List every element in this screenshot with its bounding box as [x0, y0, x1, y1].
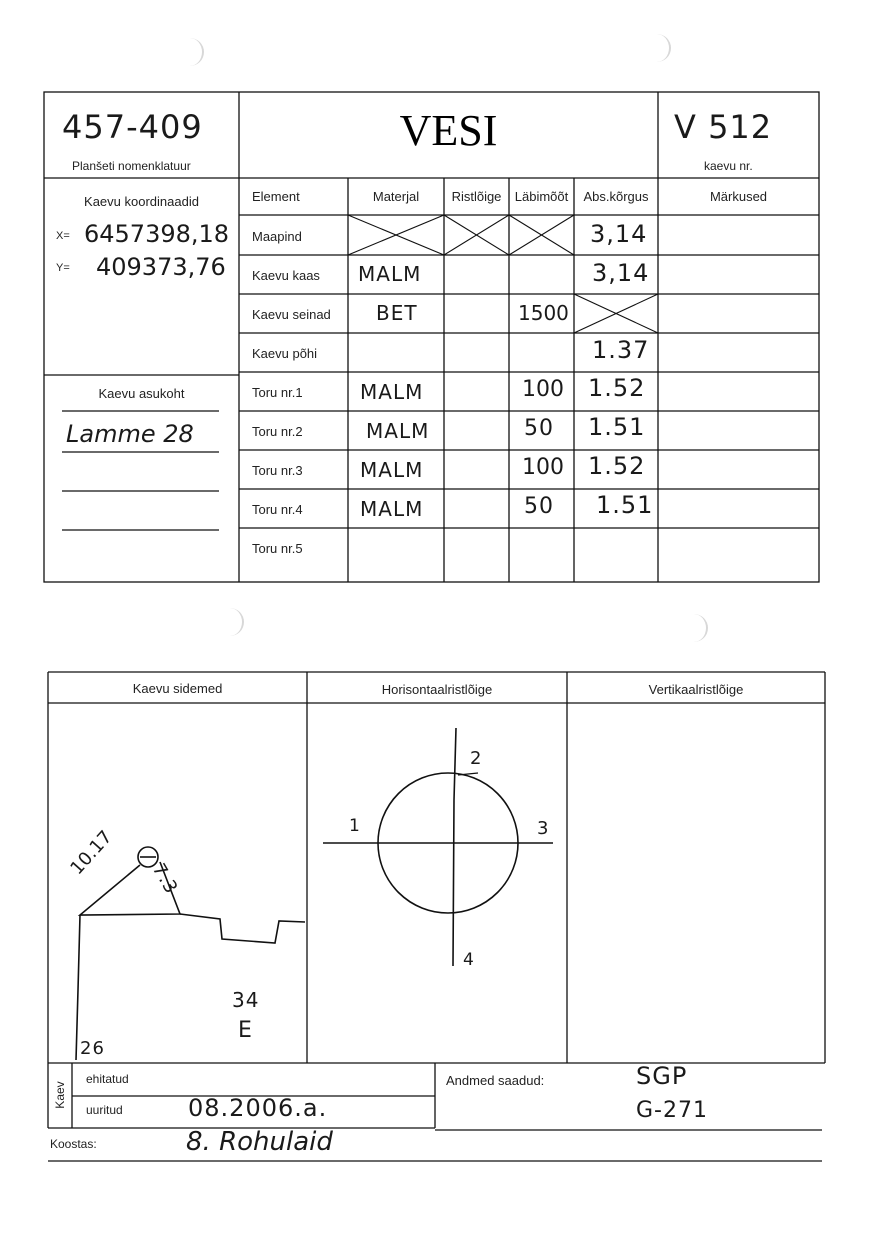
data-from-value-1: SGP: [636, 1062, 688, 1090]
y-label: Y=: [56, 262, 70, 274]
row-element: Toru nr.5: [252, 541, 303, 556]
row-element: Toru nr.4: [252, 502, 303, 517]
compiled-value: 8. Rohulaid: [186, 1127, 333, 1157]
row-material: MALM: [360, 380, 424, 404]
row-material: MALM: [360, 497, 424, 521]
pipe-1-label: 1: [349, 816, 361, 836]
row-material: MALM: [358, 262, 422, 286]
site-sketch: [76, 847, 305, 1060]
distance-left: 10.17: [66, 826, 117, 879]
surveyed-label: uuritud: [86, 1103, 123, 1117]
built-label: ehitatud: [86, 1072, 129, 1086]
well-number-label: kaevu nr.: [704, 159, 753, 173]
row-element: Toru nr.1: [252, 385, 303, 400]
location-label: Kaevu asukoht: [98, 386, 185, 401]
data-from-value-2: G-271: [636, 1098, 708, 1123]
row-abs-height: 1.51: [596, 491, 654, 519]
row-element: Maapind: [252, 229, 302, 244]
header-material: Materjal: [372, 189, 420, 204]
page-title: VESI: [399, 106, 498, 155]
pipe-4-label: 4: [463, 950, 475, 970]
row-diameter: 100: [522, 455, 564, 480]
pipe-3-label: 3: [537, 818, 550, 839]
header-remarks: Märkused: [709, 189, 768, 204]
data-from-label: Andmed saadud:: [446, 1073, 545, 1088]
x-label: X=: [56, 230, 70, 242]
house-number: 34: [232, 988, 260, 1012]
row-abs-height: 1.51: [588, 413, 646, 441]
row-diameter: 100: [522, 377, 564, 402]
row-element: Kaevu kaas: [252, 268, 320, 283]
pipe-axis-vertical: [453, 728, 456, 966]
distance-right: 7.3: [147, 860, 182, 898]
row-element: Toru nr.3: [252, 463, 303, 478]
horizontal-section-drawing: [323, 728, 553, 966]
connections-header: Kaevu sidemed: [132, 681, 223, 696]
row-diameter: 50: [524, 416, 554, 441]
vertical-header: Vertikaalristlõige: [648, 682, 744, 697]
horizontal-header: Horisontaalristlõige: [381, 682, 493, 697]
nomenclature-value: 457-409: [62, 108, 203, 146]
row-abs-height: 3,14: [592, 259, 650, 287]
header-diameter: Läbimõõt: [514, 189, 569, 204]
pipe-2-label: 2: [470, 748, 483, 769]
row-material: MALM: [360, 458, 424, 482]
row-abs-height: 1.52: [588, 374, 646, 402]
nomenclature-label: Planšeti nomenklatuur: [72, 159, 191, 173]
x-coordinate-value: 6457398,18: [84, 220, 230, 248]
location-value: Lamme 28: [66, 420, 194, 448]
row-material: MALM: [366, 419, 430, 443]
row-abs-height: 1.37: [592, 336, 650, 364]
row-element: Kaevu põhi: [252, 346, 318, 361]
row-abs-height: 3,14: [590, 220, 648, 248]
kaev-label: Kaev: [53, 1081, 67, 1109]
header-cross-section: Ristlõige: [451, 189, 502, 204]
surveyed-value: 08.2006.a.: [188, 1094, 328, 1122]
row-material: BET: [376, 301, 418, 325]
row-abs-height: 1.52: [588, 452, 646, 480]
header-abs-height: Abs.kõrgus: [583, 189, 649, 204]
corner-number: 26: [80, 1038, 105, 1059]
row-diameter: 1500: [518, 301, 569, 325]
header-element: Element: [252, 189, 300, 204]
y-coordinate-value: 409373,76: [96, 253, 226, 281]
row-diameter: 50: [524, 494, 554, 519]
compiled-label: Koostas:: [50, 1137, 97, 1151]
row-element: Kaevu seinad: [252, 307, 331, 322]
house-letter: E: [238, 1018, 253, 1043]
row-element: Toru nr.2: [252, 424, 303, 439]
coordinates-label: Kaevu koordinaadid: [84, 194, 199, 209]
well-number-value: V 512: [674, 108, 773, 146]
